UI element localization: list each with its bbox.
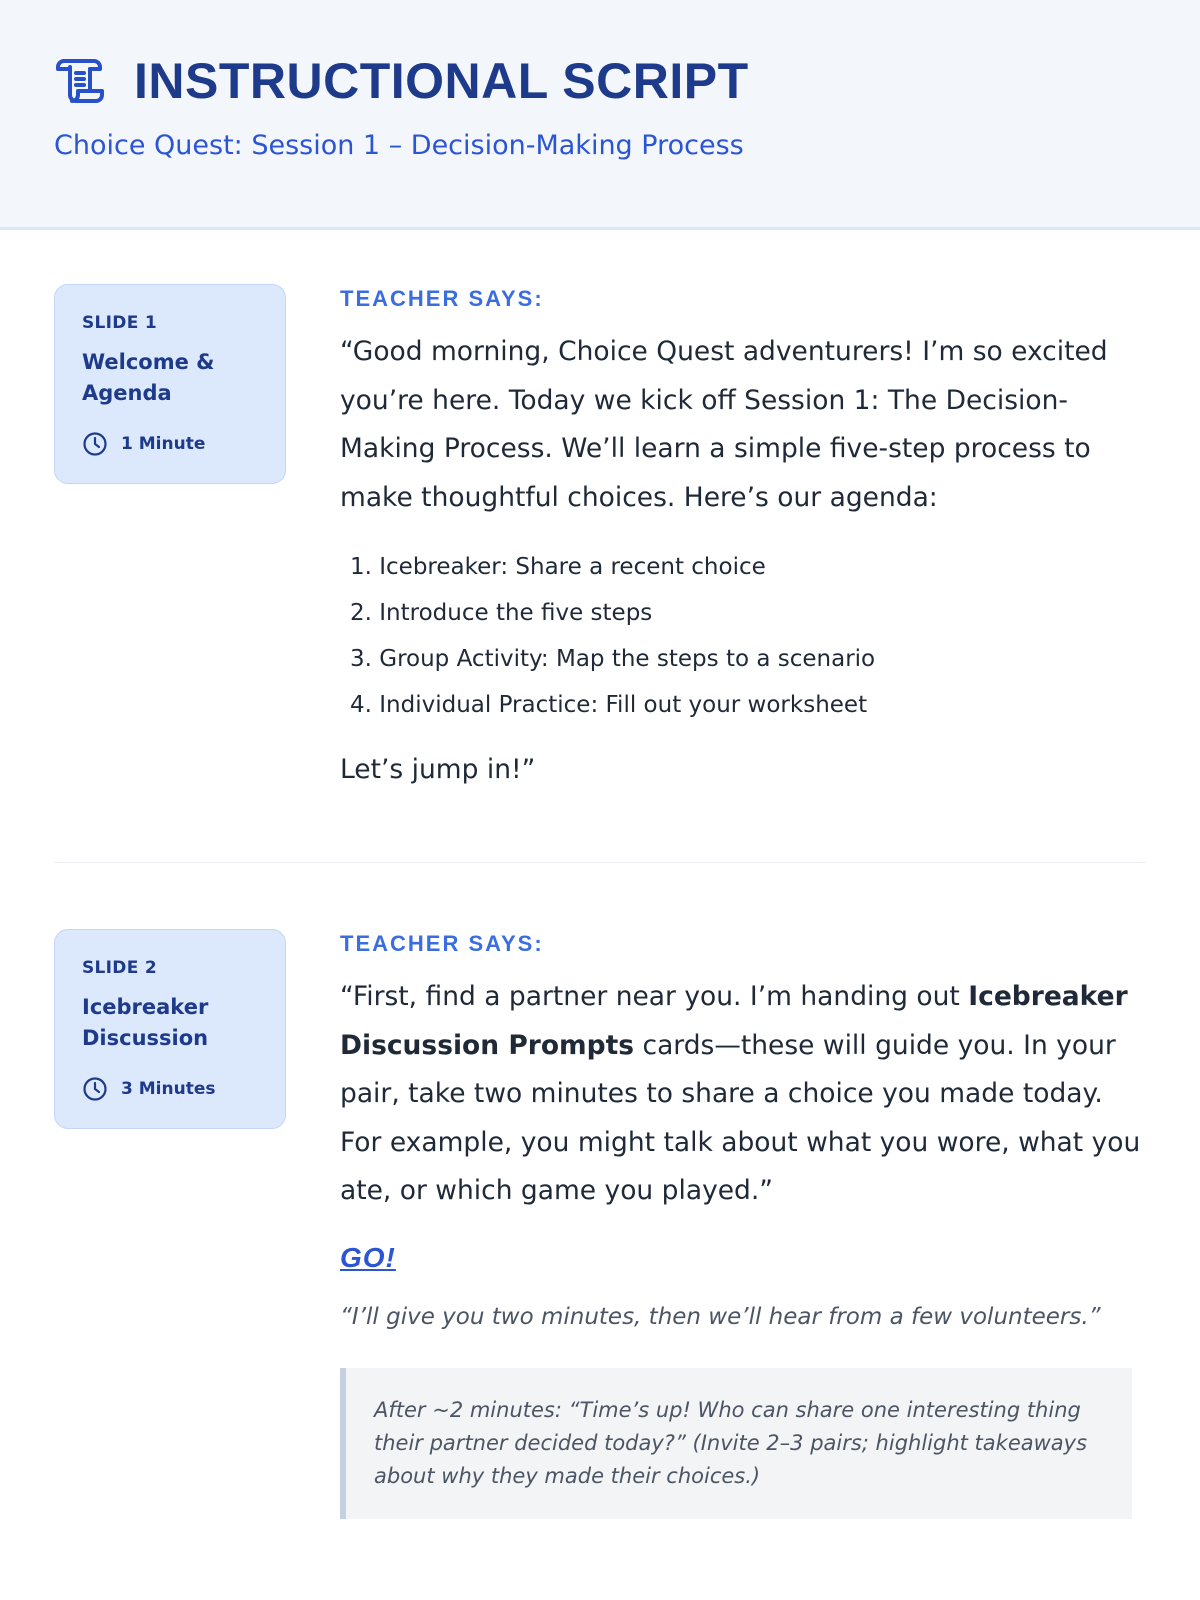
teacher-speech (340, 973, 1146, 1216)
teacher-says-label: TEACHER SAYS: (340, 286, 544, 311)
slide-card (54, 929, 286, 1129)
slide-title: Icebreaker Discussion (82, 995, 209, 1050)
scroll-icon (54, 54, 108, 108)
title-row (54, 52, 1146, 110)
speech-bold-text: Icebreaker Discussion Prompts (340, 981, 1128, 1061)
agenda-item: 2. Introduce the five steps (350, 600, 653, 626)
page-header (0, 0, 1200, 230)
duration-label: 1 Minute (121, 434, 206, 454)
slide-section-1 (0, 230, 1200, 790)
teacher-speech: “Good morning, Choice Quest adventurers! I’m so excited you’re here. Today we kick off Session 1: The Decision-Making Process. We’ll learn a simple five-step process to make thoughtful choices. Here’s our agenda: (340, 336, 1108, 513)
slide-content (340, 929, 1146, 1519)
slide-duration (82, 431, 259, 457)
clock-icon (82, 431, 108, 457)
agenda-item: 1. Icebreaker: Share a recent choice (350, 554, 766, 580)
slide-number: SLIDE 1 (82, 313, 157, 333)
teacher-note: After ~2 minutes: “Time’s up! Who can share one interesting thing their partner decided today?” (Invite 2–3 pairs; highlight takeaways about why they made their choices.) (340, 1368, 1132, 1519)
go-cue: GO! (340, 1241, 396, 1273)
slide-content (340, 284, 1146, 790)
page-subtitle: Choice Quest: Session 1 – Decision-Making Process (54, 130, 744, 161)
agenda-item: 3. Group Activity: Map the steps to a scenario (350, 646, 876, 672)
page-title: INSTRUCTIONAL SCRIPT (134, 53, 749, 109)
teacher-says-label: TEACHER SAYS: (340, 931, 544, 956)
closing-line: Let’s jump in!” (340, 754, 536, 785)
slide-number: SLIDE 2 (82, 958, 157, 978)
slide-section-2 (0, 863, 1200, 1519)
clock-icon (82, 1076, 108, 1102)
slide-card (54, 284, 286, 484)
speech-text: cards—these will guide you. In your pair, take two minutes to share a choice you made today. For example, you might talk about what you wore, what you ate, or which game you played.” (340, 1029, 1141, 1206)
slide-title: Welcome & Agenda (82, 350, 215, 405)
speech-text: “First, find a partner near you. I’m handing out (340, 981, 969, 1012)
teacher-aside: “I’ll give you two minutes, then we’ll hear from a few volunteers.” (340, 1303, 1101, 1330)
duration-label: 3 Minutes (121, 1079, 216, 1099)
agenda-item: 4. Individual Practice: Fill out your worksheet (350, 692, 868, 718)
agenda-list (340, 544, 1146, 728)
slide-duration (82, 1076, 259, 1102)
